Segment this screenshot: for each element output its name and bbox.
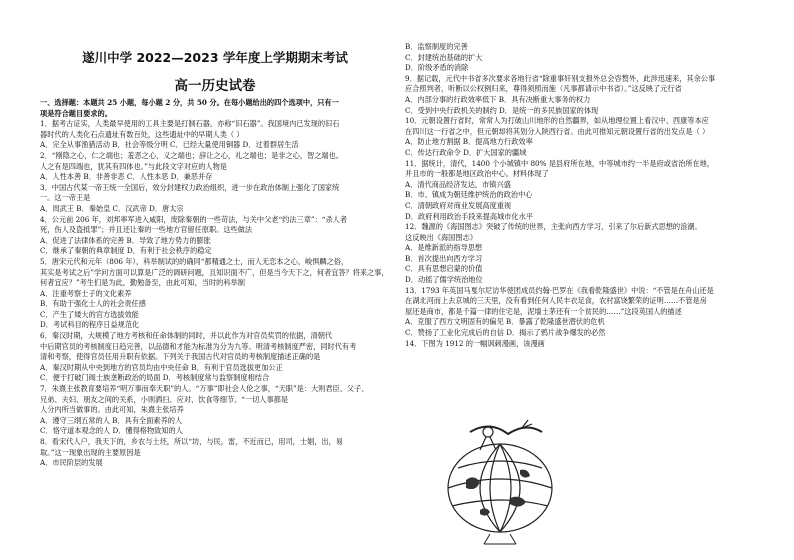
q12-option-d: D．动摇了儒学统治地位 [405,275,483,285]
section-heading: 一、选择题：本题共 25 小题，每小题 2 分，共 50 分。在每小题给出的四个选项中，只有一 [40,98,339,107]
q9-text: 应合照判者，听断以公权例归来，尊得须照而施（凡事都请示中书省）。”这反映了元行省 [405,84,682,94]
right-column [405,42,755,349]
q12-text: 12．魏源的《海国图志》突破了传统的世界，主张向西方学习，引来了尔后新式思想的浪潮。 [405,222,702,232]
q11-option-d: D．政府利用政治手段来提高城市化水平 [405,211,533,221]
q2-text: 2．“刚隐之心，仁之端也；羞恶之心，义之端也；辞让之心，礼之端也；是非之心，智之端也。 [40,150,343,160]
q7-text: 人分内所当做事的。由此可知，朱熹主张培养 [40,405,184,415]
q12-option-b: B．首次提出向西方学习 [405,253,483,263]
q11-option-a: A．清代商品经济发达，市镇兴盛 [405,179,511,189]
q8-option-b: B．监察制度的完善 [405,42,468,51]
q6-text: 中后期官员的考核制度日趋完善，以品德和才能为标准为分为九等。明清考核制度严密，同时代有考 [40,341,357,351]
q10-options: C．传达行政命令 D．扩大国家的疆域 [405,147,527,157]
q13-options: A．克服了西方文明固有的偏见 B．暴露了乾隆盛世潜伏的危机 [405,317,605,327]
q10-options: A．防止地方割据 B．提高地方行政效率 [405,137,533,147]
q3-options: A．周武王 B．秦始皇 C．汉武帝 D．唐太宗 [40,203,184,213]
q6-text: 清和考察，使得官员任用升职有依据。下列关于我国古代对官员的考核制度描述正确的是 [40,352,321,362]
q8-text: 8．看宋代人户，我天下的，乡农与土坯，所以“坊，与民，雷，不近而已，用司，士娼，出，易 [40,437,343,446]
q10-text: 在四川这一行省之中，但元朝却将其划分入陕西行省。由此可推知元朝设置行省的出发点是（ ） [405,126,710,136]
q1-text: 1．据考古证实，人类最早使用的工具主要是打制石器，亦称“旧石器”。我国境内已发现的旧石 [40,119,340,129]
q12-text: 这反映出《海国图志》 [405,232,477,242]
q9-options: A．内部分事的行政效率低下 B．具有决断重大事务的权力 [405,94,591,104]
q6-options: C．便于打破门阀士族垄断政治的局面 D．考核制度常与监察制度相结合 [40,373,270,383]
q5-text: 何者宜应？”考生们是为此，勤勉备至，由此可知，当时的科举制 [40,278,245,288]
q5-option-a: A．注重考察士子的文化素养 [40,288,132,298]
q13-text: 13．1793 年英国马戛尔尼访华使团成员约翰·巴罗在《我看乾隆盛世》中说：“不管是在舟山还是 [405,285,714,295]
q5-option-d: D．考试科目的程序日益规范化 [40,320,140,330]
q11-text: 11．据统计，清代，1400 个小城镇中 80% 是县府所在地，中等城市约一半是府或省治所在地， [405,158,715,168]
q7-options: C．恪守道本观念的人 D．懂得格物致知的人 [40,426,183,436]
q8-text: 取。”这一现象出现的主要原因是 [40,447,141,457]
q1-options: A．完全从事渔猎活动 B．社会等级分明 C．已经大量使用铜器 D．过着群居生活 [40,140,299,150]
q13-text: 在湖北河而上去京城的三天里，没有看到任何人民丰衣足食，农村富饶繁荣的证明……不管是房 [405,296,707,306]
exam-title: 遂川中学 2022—2023 学年度上学期期末考试 [82,50,348,65]
q9-text: 9．据记载，元代中书省多次要求各地行省“除重事奸别支报外总会咨赘外，此涉迅速来，其余公事 [405,73,716,83]
q12-option-c: C．具有思想启蒙的价值 [405,264,483,274]
q10-text: 10．元朝设置行省时，常常人为打破山川地形的自然疆界，如从地理位置上看汉中、西康等本应 [405,116,709,126]
q5-option-c: C．产生了矮大的官方选拔效能 [40,309,139,319]
q5-text: 5．唐宋元代和元年（806 年），科举制试的的确同“都精通之士，而人无恋本之心，峻惧麟之俗， [40,256,349,266]
exam-subtitle: 高一历史试卷 [174,78,256,94]
q8-option-c: C．封建统治基础的扩大 [405,52,483,62]
q7-text: 兄弟、夫妇、朋友之间的关系，小则洒扫、应对、饮食等细节。“一切人事都是 [40,394,289,404]
q14-text: 14．下图为 1912 的一幅讽刺漫画，该漫画 [405,338,545,348]
satirical-cartoon-image [430,410,570,550]
q13-text: 屋还是商市，都是千篇一律的住宅是，泥墙土茅还有一个贫民的……”这段英国人的描述 [405,306,682,316]
section-heading-cont: 项是符合题目要求的。 [40,108,112,118]
q4-text: 死，伤人及盗抵罪”；并且还让秦的一些地方官留任原职。这些做法 [40,225,253,235]
q7-text: 7．朱熹主张教育要培养“明万事而奉天职”的人。“万事”即社会人伦之事，“天职”是：大则君臣、父子、 [40,384,369,394]
q8-option-a: A．市民阶层的发展 [40,458,103,468]
q5-option-b: B．有助于强化士人的社会责任感 [40,299,146,309]
q11-option-b: B．市、镇成为朝廷维护统治的政治中心 [405,190,533,200]
q3-text: 3．中国古代某一帝王统一全国后，效分封建权力政治组织，进一步在政治体制上强化了国家统 [40,182,340,192]
q3-text: 一。这一帝王是 [40,193,91,203]
q2-text: 人之有是四端也，犹其有四体也。”与此段文字对应的人物是 [40,161,227,171]
q6-options: A．秦汉时期从中央到地方的官员均由中央任命 B．有利于官员选拔更加公正 [40,362,283,372]
q11-option-c: C．清朝政府对商业发展高度重视 [405,200,512,210]
q5-text: 其实是考试之后”学问方面可以算是广泛的调研问题，且知识面不广，但是当今天下之，何者宜答？将来之事， [40,267,389,277]
q13-options: C．赞扬了工业化完成后的自信 D．揭示了鸦片战争爆发的必然 [405,328,606,338]
q12-option-a: A．是维新派的指导思想 [405,243,483,253]
q2-options: A．人性本善 B．非善非恶 C．人性本恶 D．兼恶并存 [40,172,213,182]
q11-text: 并且市的一般都是地区政治中心。材料体现了 [405,169,549,179]
left-column [40,98,390,469]
q7-options: A．遵守三纲五常的人 B．具有全面素养的人 [40,415,183,425]
q4-options: C．继承了秦朝的典章制度 D．有利于社会秩序的稳定 [40,246,212,256]
q4-options: A．促进了法律体系的完善 B．导致了地方势力的膨胀 [40,235,211,245]
q1-text: 器时代的人类化石点遗址有数百处，这些遗址中的早期人类（ ） [40,129,244,139]
q4-text: 4．公元前 206 年，刘邦率军进入咸阳，废除秦朝的一些苛法，与关中父老“约法三章”：“杀人者 [40,214,348,224]
q9-options: C．受到中央行政机关的制约 D．是统一的多民族国家的体现 [405,105,599,115]
q6-text: 6．秦汉时期，大规模了地方考核和任命体制的同时，并以此作为对官员奖罚的依据，清朝代 [40,331,333,341]
q8-option-d: D．阶级矛盾的消除 [405,63,469,73]
